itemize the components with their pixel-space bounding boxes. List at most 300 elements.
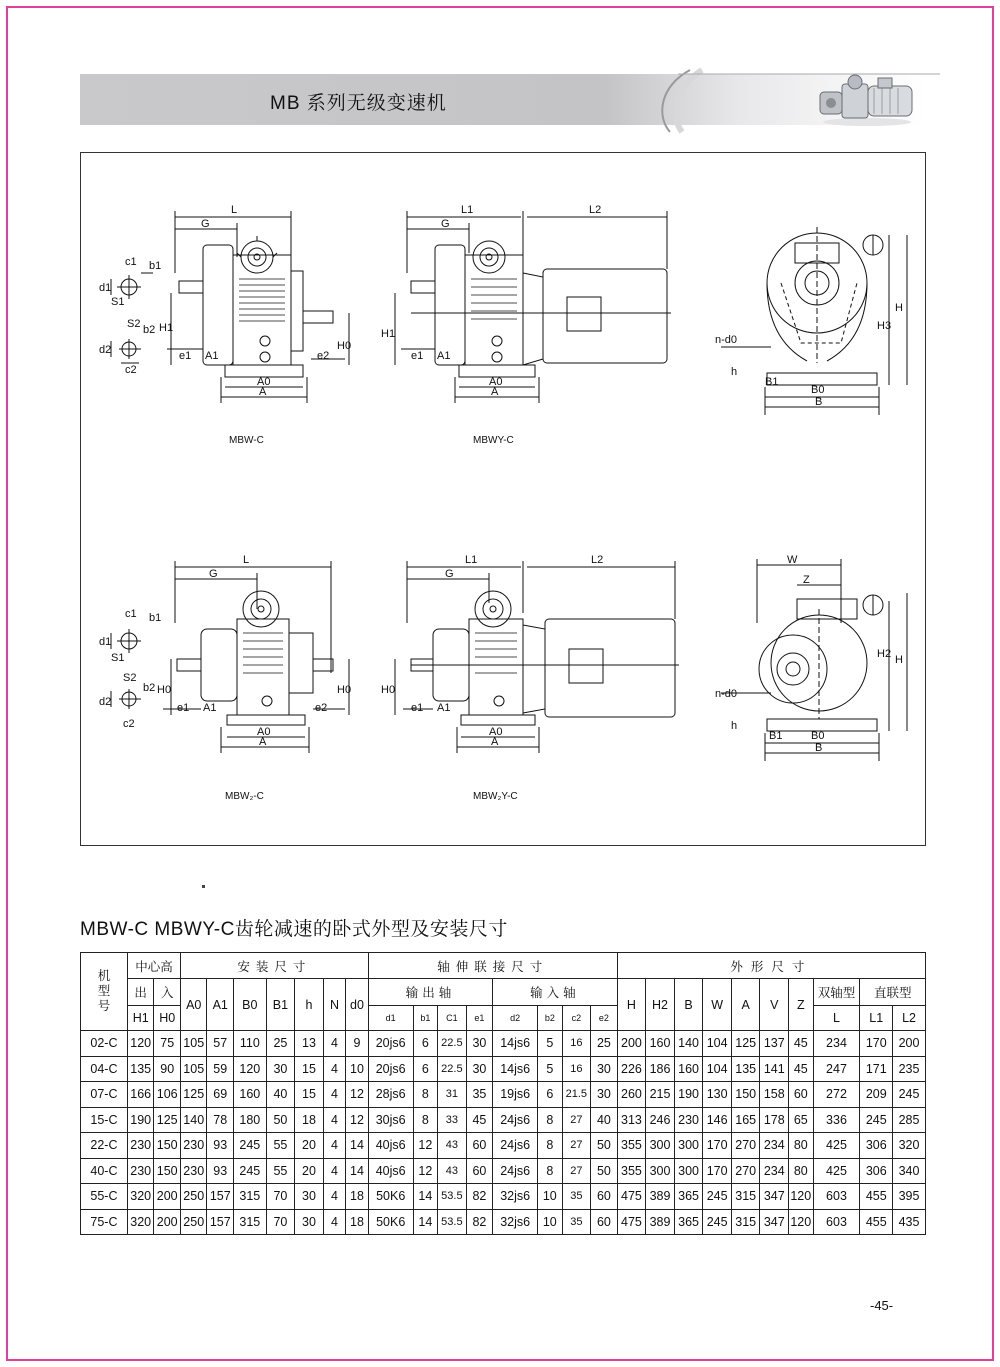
- table-cell: 160: [646, 1031, 675, 1057]
- th-e1: e1: [466, 1006, 493, 1031]
- label-e1-1: e1: [179, 350, 192, 362]
- table-cell: 320: [127, 1209, 154, 1235]
- table-cell: 45: [789, 1056, 813, 1082]
- table-cell: 90: [154, 1056, 181, 1082]
- table-cell: 14js6: [493, 1031, 538, 1057]
- table-cell: 120: [234, 1056, 267, 1082]
- label-B1-6: B1: [769, 730, 783, 742]
- table-cell: 30: [266, 1056, 295, 1082]
- label-A1-4: A1: [203, 702, 217, 714]
- label-L-1: L: [231, 204, 238, 216]
- table-cell: 235: [893, 1056, 926, 1082]
- table-cell: 80: [789, 1133, 813, 1159]
- table-cell: 30: [295, 1209, 324, 1235]
- table-cell: 4: [323, 1133, 345, 1159]
- table-cell: 6: [538, 1082, 562, 1108]
- table-row: [81, 1082, 926, 1108]
- table-cell: 603: [813, 1184, 860, 1210]
- table-cell-model: 75-C: [81, 1209, 128, 1235]
- table-cell-model: 07-C: [81, 1082, 128, 1108]
- th-W: W: [703, 979, 732, 1031]
- table-cell: 59: [207, 1056, 234, 1082]
- table-cell: 160: [234, 1082, 267, 1108]
- table-cell: 32js6: [493, 1184, 538, 1210]
- table-cell: 315: [731, 1209, 760, 1235]
- table-cell: 340: [893, 1158, 926, 1184]
- table-cell: 150: [154, 1158, 181, 1184]
- table-cell: 18: [295, 1107, 324, 1133]
- label-e1-2: e1: [411, 350, 424, 362]
- table-cell: 4: [323, 1107, 345, 1133]
- table-cell: 30js6: [368, 1107, 413, 1133]
- table-cell: 395: [893, 1184, 926, 1210]
- table-cell: 14: [413, 1184, 437, 1210]
- table-cell: 180: [234, 1107, 267, 1133]
- label-c2-1: c2: [125, 364, 137, 376]
- table-cell: 455: [860, 1209, 893, 1235]
- table-cell: 425: [813, 1133, 860, 1159]
- table-cell: 70: [266, 1184, 295, 1210]
- table-cell: 170: [703, 1133, 732, 1159]
- label-c1-1: c1: [125, 256, 137, 268]
- table-cell: 250: [180, 1184, 207, 1210]
- table-cell: 93: [207, 1158, 234, 1184]
- table-cell: 6: [413, 1031, 437, 1057]
- table-cell: 270: [731, 1158, 760, 1184]
- table-cell: 21.5: [562, 1082, 591, 1108]
- table-cell: 315: [234, 1184, 267, 1210]
- table-cell: 234: [813, 1031, 860, 1057]
- table-row: [81, 1158, 926, 1184]
- label-n-d0-3: n-d0: [715, 334, 738, 346]
- table-cell: 4: [323, 1184, 345, 1210]
- label-H0b-4: H0: [337, 684, 352, 696]
- th-d2: d2: [493, 1006, 538, 1031]
- table-cell: 4: [323, 1031, 345, 1057]
- table-cell: 313: [617, 1107, 646, 1133]
- table-cell: 50K6: [368, 1184, 413, 1210]
- label-s2-1: S2: [127, 318, 141, 330]
- table-cell: 300: [646, 1133, 675, 1159]
- table-cell: 15: [295, 1056, 324, 1082]
- label-h-6: h: [731, 720, 738, 732]
- table-cell: 20js6: [368, 1031, 413, 1057]
- th-model: 机型号: [81, 953, 128, 1031]
- table-cell: 18: [346, 1209, 369, 1235]
- th-h: h: [295, 979, 324, 1031]
- table-cell: 157: [207, 1209, 234, 1235]
- table-cell: 365: [674, 1184, 703, 1210]
- table-cell: 125: [180, 1082, 207, 1108]
- th-H: H: [617, 979, 646, 1031]
- label-c2-4: c2: [123, 718, 135, 730]
- table-cell: 150: [154, 1133, 181, 1159]
- table-cell: 389: [646, 1184, 675, 1210]
- table-cell: 141: [760, 1056, 789, 1082]
- label-d2-1: d2: [99, 344, 112, 356]
- table-cell: 135: [731, 1056, 760, 1082]
- label-e1-5: e1: [411, 702, 424, 714]
- table-cell: 347: [760, 1209, 789, 1235]
- table-cell: 27: [562, 1133, 591, 1159]
- table-cell: 355: [617, 1158, 646, 1184]
- table-cell: 170: [703, 1158, 732, 1184]
- label-G-5: G: [445, 568, 454, 580]
- label-b1-1: b1: [149, 260, 162, 272]
- label-b1-4: b1: [149, 612, 162, 624]
- th-H0: H0: [154, 1006, 181, 1031]
- th-L1: L1: [860, 1006, 893, 1031]
- table-cell-model: 15-C: [81, 1107, 128, 1133]
- table-cell: 35: [562, 1184, 591, 1210]
- table-cell: 43: [438, 1158, 467, 1184]
- table-cell: 80: [789, 1158, 813, 1184]
- th-N: N: [323, 979, 345, 1031]
- label-B0-3: B0: [811, 384, 825, 396]
- table-cell: 4: [323, 1158, 345, 1184]
- table-cell: 285: [893, 1107, 926, 1133]
- table-cell: 10: [538, 1209, 562, 1235]
- table-cell: 14: [346, 1133, 369, 1159]
- table-cell: 230: [674, 1107, 703, 1133]
- label-H1-2: H1: [381, 328, 396, 340]
- table-cell: 178: [760, 1107, 789, 1133]
- table-cell: 603: [813, 1209, 860, 1235]
- th-install: 安装尺寸: [180, 953, 368, 979]
- table-cell: 230: [127, 1133, 154, 1159]
- table-cell-model: 40-C: [81, 1158, 128, 1184]
- table-cell: 30: [295, 1184, 324, 1210]
- th-V: V: [760, 979, 789, 1031]
- table-cell: 82: [466, 1184, 493, 1210]
- table-cell: 14: [346, 1158, 369, 1184]
- table-cell: 75: [154, 1031, 181, 1057]
- table-cell: 60: [466, 1133, 493, 1159]
- table-cell: 24js6: [493, 1158, 538, 1184]
- table-cell: 12: [346, 1082, 369, 1108]
- table-cell: 106: [154, 1082, 181, 1108]
- table-cell: 40: [591, 1107, 618, 1133]
- table-cell: 260: [617, 1082, 646, 1108]
- table-cell: 45: [789, 1031, 813, 1057]
- th-input-shaft: 输入轴: [493, 979, 617, 1006]
- section-title: MBW-C MBWY-C齿轮减速的卧式外型及安装尺寸: [80, 919, 508, 940]
- table-cell: 27: [562, 1158, 591, 1184]
- table-cell: 65: [789, 1107, 813, 1133]
- th-e2: e2: [591, 1006, 618, 1031]
- label-b2-4: b2: [143, 682, 156, 694]
- table-cell: 14js6: [493, 1056, 538, 1082]
- table-cell: 4: [323, 1056, 345, 1082]
- drawing-mbwy-c: [395, 211, 671, 403]
- table-cell: 40: [266, 1082, 295, 1108]
- drawing-labels: [99, 204, 903, 802]
- table-cell: 137: [760, 1031, 789, 1057]
- table-row: [81, 1056, 926, 1082]
- table-row: [81, 1133, 926, 1159]
- label-L1-2: L1: [461, 204, 474, 216]
- table-cell: 53.5: [438, 1184, 467, 1210]
- table-cell: 15: [295, 1082, 324, 1108]
- table-cell: 12: [413, 1133, 437, 1159]
- table-cell: 245: [234, 1158, 267, 1184]
- table-cell: 230: [180, 1133, 207, 1159]
- label-A0-2: A0: [489, 376, 503, 388]
- table-cell: 31: [438, 1082, 467, 1108]
- table-cell: 40js6: [368, 1158, 413, 1184]
- caption-mbw-c: MBW-C: [229, 435, 264, 446]
- table-cell: 22.5: [438, 1031, 467, 1057]
- table-cell: 320: [127, 1184, 154, 1210]
- table-cell: 35: [562, 1209, 591, 1235]
- table-cell: 435: [893, 1209, 926, 1235]
- table-cell: 336: [813, 1107, 860, 1133]
- table-cell: 53.5: [438, 1209, 467, 1235]
- table-cell-model: 04-C: [81, 1056, 128, 1082]
- table-cell: 45: [466, 1107, 493, 1133]
- th-L2: L2: [893, 1006, 926, 1031]
- table-cell: 24js6: [493, 1133, 538, 1159]
- table-cell: 246: [646, 1107, 675, 1133]
- table-cell: 230: [180, 1158, 207, 1184]
- label-b2-1: b2: [143, 324, 156, 336]
- label-c1-4: c1: [125, 608, 137, 620]
- table-cell: 8: [538, 1107, 562, 1133]
- table-cell: 10: [346, 1056, 369, 1082]
- th-H2: H2: [646, 979, 675, 1031]
- table-body: [81, 1031, 926, 1235]
- th-Z: Z: [789, 979, 813, 1031]
- label-H0-4: H0: [157, 684, 172, 696]
- table-cell: 300: [674, 1158, 703, 1184]
- label-s1-4: S1: [111, 652, 125, 664]
- table-cell: 186: [646, 1056, 675, 1082]
- table-cell: 135: [127, 1056, 154, 1082]
- th-b1: b1: [413, 1006, 437, 1031]
- table-cell-model: 55-C: [81, 1184, 128, 1210]
- label-G-2: G: [441, 218, 450, 230]
- table-cell: 5: [538, 1031, 562, 1057]
- table-cell: 120: [127, 1031, 154, 1057]
- table-row: [81, 1031, 926, 1057]
- label-L1-5: L1: [465, 554, 478, 566]
- technical-drawings: [81, 153, 927, 847]
- table-cell: 200: [154, 1209, 181, 1235]
- table-cell: 16: [562, 1031, 591, 1057]
- table-cell: 50K6: [368, 1209, 413, 1235]
- table-cell: 25: [266, 1031, 295, 1057]
- th-L: L: [813, 1006, 860, 1031]
- table-cell: 245: [234, 1133, 267, 1159]
- table-cell: 14: [413, 1209, 437, 1235]
- dimension-table: [80, 952, 926, 1235]
- table-cell: 30: [591, 1082, 618, 1108]
- table-cell: 110: [234, 1031, 267, 1057]
- table-cell: 6: [413, 1056, 437, 1082]
- label-A-1: A: [259, 386, 267, 398]
- label-A1-1: A1: [205, 350, 219, 362]
- label-d1-4: d1: [99, 636, 112, 648]
- label-A0-4: A0: [257, 726, 271, 738]
- label-G-4: G: [209, 568, 218, 580]
- table-cell: 226: [617, 1056, 646, 1082]
- table-cell: 50: [591, 1158, 618, 1184]
- table-cell: 475: [617, 1209, 646, 1235]
- table-cell: 209: [860, 1082, 893, 1108]
- table-cell: 50: [591, 1133, 618, 1159]
- table-cell: 157: [207, 1184, 234, 1210]
- table-cell: 315: [731, 1184, 760, 1210]
- label-H1-1: H1: [159, 322, 174, 334]
- table-cell: 9: [346, 1031, 369, 1057]
- table-cell: 250: [180, 1209, 207, 1235]
- table-cell: 55: [266, 1158, 295, 1184]
- table-row: [81, 1209, 926, 1235]
- table-cell: 215: [646, 1082, 675, 1108]
- table-cell: 8: [413, 1107, 437, 1133]
- label-A1-2: A1: [437, 350, 451, 362]
- table-cell: 105: [180, 1056, 207, 1082]
- th-out: 出: [127, 979, 154, 1006]
- table-cell: 150: [731, 1082, 760, 1108]
- table-cell: 69: [207, 1082, 234, 1108]
- label-e1-4: e1: [177, 702, 190, 714]
- table-cell: 306: [860, 1133, 893, 1159]
- table-cell: 4: [323, 1209, 345, 1235]
- table-cell: 140: [180, 1107, 207, 1133]
- table-cell: 25: [591, 1031, 618, 1057]
- th-B1: B1: [266, 979, 295, 1031]
- label-A0-5: A0: [489, 726, 503, 738]
- table-cell: 245: [860, 1107, 893, 1133]
- table-cell: 245: [703, 1184, 732, 1210]
- table-cell: 43: [438, 1133, 467, 1159]
- label-s1-1: S1: [111, 296, 125, 308]
- table-cell: 425: [813, 1158, 860, 1184]
- label-e2-4: e2: [315, 702, 328, 714]
- caption-mbwy-c: MBWY-C: [473, 435, 514, 446]
- label-Z-6: Z: [803, 574, 810, 586]
- table-cell: 104: [703, 1031, 732, 1057]
- label-e2-1: e2: [317, 350, 330, 362]
- label-B1-3: B1: [765, 376, 779, 388]
- table-cell: 70: [266, 1209, 295, 1235]
- table-cell: 20js6: [368, 1056, 413, 1082]
- label-H3-3: H3: [877, 320, 892, 332]
- table-cell: 120: [789, 1184, 813, 1210]
- label-s2-4: S2: [123, 672, 137, 684]
- th-B: B: [674, 979, 703, 1031]
- table-cell: 8: [538, 1158, 562, 1184]
- label-H0-1: H0: [337, 340, 352, 352]
- table-cell: 50: [266, 1107, 295, 1133]
- label-A-5: A: [491, 736, 499, 748]
- table-cell: 355: [617, 1133, 646, 1159]
- table-cell: 35: [466, 1082, 493, 1108]
- table-cell: 200: [154, 1184, 181, 1210]
- table-cell: 140: [674, 1031, 703, 1057]
- label-B0-6: B0: [811, 730, 825, 742]
- label-B-3: B: [815, 396, 823, 408]
- label-A-4: A: [259, 736, 267, 748]
- th-A1: A1: [207, 979, 234, 1031]
- table-cell: 320: [893, 1133, 926, 1159]
- table-cell: 146: [703, 1107, 732, 1133]
- drawing-mbw-c: [111, 211, 352, 403]
- table-cell: 315: [234, 1209, 267, 1235]
- table-cell: 247: [813, 1056, 860, 1082]
- table-cell: 8: [413, 1082, 437, 1108]
- table-cell: 234: [760, 1158, 789, 1184]
- th-center-height: 中心高: [127, 953, 180, 979]
- table-cell: 60: [591, 1184, 618, 1210]
- table-cell: 245: [703, 1209, 732, 1235]
- table-cell: 82: [466, 1209, 493, 1235]
- motor-photo-icon: [812, 70, 922, 128]
- table-cell: 60: [466, 1158, 493, 1184]
- table-cell-model: 22-C: [81, 1133, 128, 1159]
- table-cell: 12: [413, 1158, 437, 1184]
- label-A1-5: A1: [437, 702, 451, 714]
- table-cell: 32js6: [493, 1209, 538, 1235]
- drawing-mbw2y-c: [395, 561, 679, 753]
- th-double-shaft: 双轴型: [813, 979, 860, 1006]
- table-cell: 55: [266, 1133, 295, 1159]
- th-in: 入: [154, 979, 181, 1006]
- stray-dot: [202, 885, 205, 888]
- table-cell: 165: [731, 1107, 760, 1133]
- caption-mbw2-c: MBW₂-C: [225, 791, 264, 802]
- table-cell: 190: [674, 1082, 703, 1108]
- table-cell: 272: [813, 1082, 860, 1108]
- th-H1: H1: [127, 1006, 154, 1031]
- th-b2: b2: [538, 1006, 562, 1031]
- label-d1-1: d1: [99, 282, 112, 294]
- label-W-6: W: [787, 554, 798, 566]
- table-cell: 10: [538, 1184, 562, 1210]
- table-cell: 33: [438, 1107, 467, 1133]
- label-G-1: G: [201, 218, 210, 230]
- table-cell: 30: [466, 1031, 493, 1057]
- table-cell: 347: [760, 1184, 789, 1210]
- table-cell: 190: [127, 1107, 154, 1133]
- table-cell: 28js6: [368, 1082, 413, 1108]
- table-cell: 125: [731, 1031, 760, 1057]
- table-cell: 166: [127, 1082, 154, 1108]
- table-cell: 300: [646, 1158, 675, 1184]
- drawing-mbw2-c: [111, 561, 352, 753]
- table-cell: 24js6: [493, 1107, 538, 1133]
- th-d0: d0: [346, 979, 369, 1031]
- table-cell: 30: [591, 1056, 618, 1082]
- table-cell: 200: [893, 1031, 926, 1057]
- table-cell: 160: [674, 1056, 703, 1082]
- th-A0: A0: [180, 979, 207, 1031]
- technical-drawing-frame: [80, 152, 926, 846]
- th-d1: d1: [368, 1006, 413, 1031]
- th-B0: B0: [234, 979, 267, 1031]
- table-cell: 12: [346, 1107, 369, 1133]
- table-cell: 60: [591, 1209, 618, 1235]
- table-cell: 125: [154, 1107, 181, 1133]
- table-cell: 475: [617, 1184, 646, 1210]
- label-n-d0-6: n-d0: [715, 688, 738, 700]
- table-cell: 13: [295, 1031, 324, 1057]
- table-cell: 104: [703, 1056, 732, 1082]
- table-cell: 5: [538, 1056, 562, 1082]
- table-cell: 20: [295, 1133, 324, 1159]
- table-cell: 300: [674, 1133, 703, 1159]
